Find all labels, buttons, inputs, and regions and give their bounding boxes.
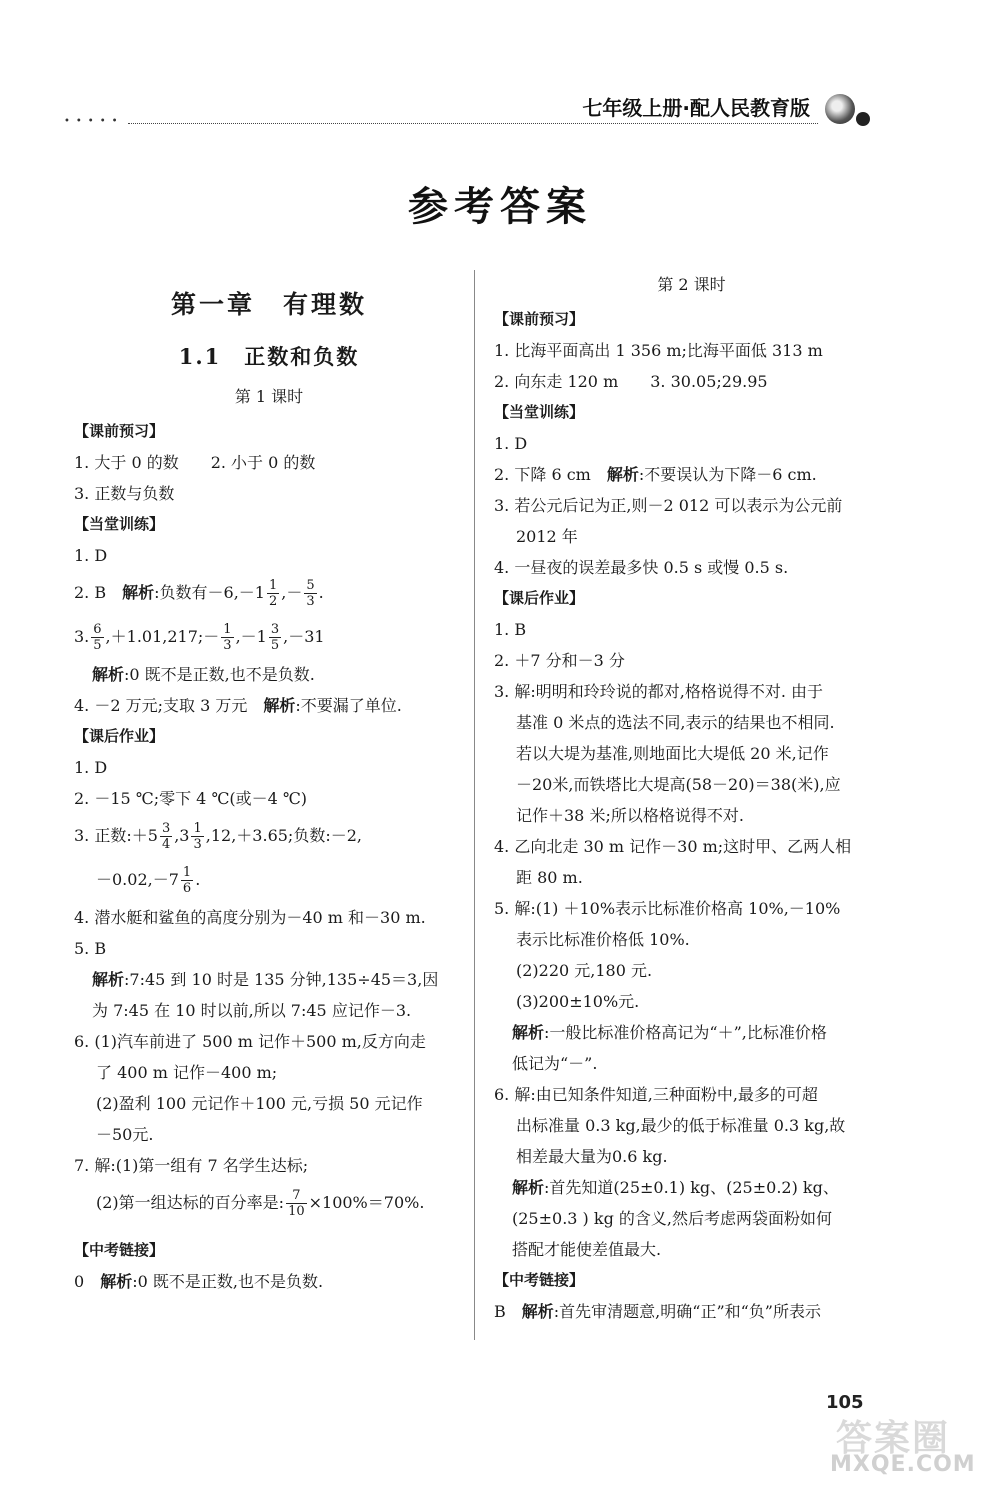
- answer-text: :不要误认为下降－6 cm.: [638, 465, 817, 484]
- fraction: [160, 821, 172, 852]
- answer-text: ,＋1.01,217;－: [105, 627, 220, 646]
- answer-line: 6. (1)汽车前进了 500 m 记作＋500 m,反方向走: [74, 1032, 426, 1051]
- answer-line: 1. 大于 0 的数 2. 小于 0 的数: [74, 453, 316, 472]
- page-number: 105: [826, 1392, 864, 1413]
- answer-line: 1. D: [74, 546, 108, 565]
- answer-text: 2. 下降 6 cm: [494, 465, 607, 484]
- answer-text: .: [318, 583, 324, 602]
- fraction: [221, 622, 233, 653]
- answer-line: 1. D: [494, 434, 528, 453]
- answer-line: [74, 690, 464, 721]
- answer-line: (2)220 元,180 元.: [516, 961, 653, 980]
- answer-line: [494, 1296, 889, 1327]
- column-divider: [474, 270, 475, 1340]
- analysis-label: 解析: [92, 970, 125, 989]
- analysis-label: 解析: [606, 465, 639, 484]
- answer-line: 5. 解:(1) ＋10%表示比标准价格高 10%,－10%: [494, 899, 841, 918]
- analysis-line: [74, 964, 464, 995]
- answer-text: B: [494, 1302, 522, 1321]
- answer-line: 2. ＋7 分和－3 分: [494, 651, 625, 670]
- header-rule: [128, 123, 818, 124]
- fraction: [181, 865, 193, 896]
- analysis-label: 解析: [122, 583, 155, 602]
- answer-line: 基准 0 米点的选法不同,表示的结果也不相同.: [516, 713, 835, 732]
- numerator: 3: [161, 821, 171, 836]
- numerator: 1: [223, 622, 232, 637]
- answer-line: 记作＋38 米;所以格格说得不对.: [516, 806, 744, 825]
- denominator: 10: [288, 1204, 305, 1219]
- analysis-text: :一般比标准价格高记为“＋”,比标准价格: [544, 1023, 827, 1042]
- page-header: [0, 80, 1000, 140]
- answer-text: 2. B: [74, 583, 123, 602]
- tag-exam-link: 【中考链接】: [494, 1271, 585, 1289]
- answer-text: :0 既不是正数,也不是负数.: [132, 1272, 324, 1291]
- answer-line: [74, 615, 464, 659]
- analysis-label: 解析: [263, 696, 296, 715]
- answer-line: 3. 解:明明和玲玲说的都对,格格说得不对. 由于: [494, 682, 824, 701]
- fraction: [91, 622, 103, 653]
- answer-text: ,－31: [283, 627, 325, 646]
- watermark-url: MXQE.COM: [830, 1452, 976, 1477]
- tag-preview: 【课前预习】: [74, 422, 165, 440]
- answer-line: 出标准量 0.3 kg,最少的低于标准量 0.3 kg,故: [516, 1116, 846, 1135]
- answer-line: 4. 一昼夜的误差最多快 0.5 s 或慢 0.5 s.: [494, 558, 789, 577]
- answer-line: [74, 571, 464, 615]
- denominator: 6: [182, 881, 192, 896]
- answer-line: －20米,而铁塔比大堤高(58－20)＝38(米),应: [516, 775, 841, 794]
- answer-text: －0.02,－7: [96, 870, 179, 889]
- tag-preview: 【课前预习】: [494, 310, 585, 328]
- answer-line: 2012 年: [516, 527, 578, 546]
- answer-line: 2. 向东走 120 m 3. 30.05;29.95: [494, 372, 768, 391]
- tag-class-practice: 【当堂训练】: [74, 515, 165, 533]
- answer-text: ,12,＋3.65;负数:－2,: [205, 826, 362, 845]
- analysis-text: :7:45 到 10 时是 135 分钟,135÷45＝3,因: [124, 970, 439, 989]
- answer-line: [74, 814, 464, 858]
- globe-logo-icon: [825, 94, 855, 124]
- answer-line: 6. 解:由已知条件知道,三种面粉中,最多的可超: [494, 1085, 818, 1104]
- tag-homework: 【课后作业】: [74, 727, 165, 745]
- answer-line: (2)盈利 100 元记作＋100 元,亏损 50 元记作: [96, 1094, 423, 1113]
- answer-line: 3. 若公元后记为正,则－2 012 可以表示为公元前: [494, 496, 843, 515]
- answer-text: 3.: [74, 627, 90, 646]
- answer-text: ×100%＝70%.: [308, 1193, 425, 1212]
- analysis-line: 为 7:45 在 10 时以前,所以 7:45 应记作－3.: [92, 1001, 412, 1020]
- answer-line: [494, 459, 889, 490]
- denominator: 3: [223, 638, 232, 653]
- numerator: 6: [93, 622, 102, 637]
- watermark-logo: 答案圈: [836, 1418, 951, 1459]
- answer-text: 0: [74, 1272, 101, 1291]
- lesson-title: 第 1 课时: [234, 387, 304, 406]
- numerator: 1: [268, 578, 278, 593]
- answer-line: 距 80 m.: [516, 868, 583, 887]
- answer-line: 4. 潜水艇和鲨鱼的高度分别为－40 m 和－30 m.: [74, 908, 426, 927]
- answer-text: ,－1: [235, 627, 267, 646]
- tag-exam-link: 【中考链接】: [74, 1241, 165, 1259]
- answer-text: (2)第一组达标的百分率是:: [96, 1193, 285, 1212]
- answer-line: 2. －15 ℃;零下 4 ℃(或－4 ℃): [74, 789, 307, 808]
- answer-text: ,－: [281, 583, 303, 602]
- answer-line: 7. 解:(1)第一组有 7 名学生达标;: [74, 1156, 309, 1175]
- tag-homework: 【课后作业】: [494, 589, 585, 607]
- right-column: [494, 270, 889, 1327]
- page-title: 参考答案: [408, 183, 592, 230]
- denominator: 2: [268, 594, 278, 609]
- fraction: [267, 578, 279, 609]
- answer-line: 1. D: [74, 758, 108, 777]
- answer-text: 4. －2 万元;支取 3 万元: [74, 696, 264, 715]
- left-column: [74, 270, 464, 1297]
- answer-line: 4. 乙向北走 30 m 记作－30 m;这时甲、乙两人相: [494, 837, 852, 856]
- answer-text: :负数有－6,－1: [154, 583, 265, 602]
- answer-line: 3. 正数与负数: [74, 484, 175, 503]
- answer-line: [74, 1266, 464, 1297]
- ball-logo-icon: [856, 112, 870, 126]
- answer-text: 3. 正数:＋5: [74, 826, 158, 845]
- analysis-label: 解析: [92, 665, 125, 684]
- answer-line: 1. B: [494, 620, 527, 639]
- analysis-line: [74, 659, 464, 690]
- analysis-line: (25±0.3 ) kg 的含义,然后考虑两袋面粉如何: [512, 1209, 832, 1228]
- analysis-label: 解析: [521, 1302, 554, 1321]
- fraction: [191, 821, 203, 852]
- denominator: 4: [161, 837, 171, 852]
- answer-text: :不要漏了单位.: [295, 696, 402, 715]
- fraction: [286, 1188, 307, 1219]
- answer-line: [74, 858, 464, 902]
- header-dots: •••••: [64, 116, 124, 127]
- analysis-label: 解析: [100, 1272, 133, 1291]
- answer-line: 若以大堤为基准,则地面比大堤低 20 米,记作: [516, 744, 829, 763]
- answer-line: 1. 比海平面高出 1 356 m;比海平面低 313 m: [494, 341, 823, 360]
- answer-text: ,3: [174, 826, 190, 845]
- denominator: 5: [270, 638, 280, 653]
- numerator: 7: [286, 1188, 307, 1204]
- answer-line: [74, 1181, 464, 1225]
- numerator: 5: [306, 578, 315, 593]
- analysis-line: 搭配才能使差值最大.: [512, 1240, 662, 1259]
- analysis-line: 低记为“－”.: [512, 1054, 598, 1073]
- fraction: [269, 622, 281, 653]
- lesson-title: 第 2 课时: [657, 275, 726, 294]
- analysis-line: [494, 1017, 889, 1048]
- numerator: 1: [193, 821, 202, 836]
- answer-text: .: [195, 870, 201, 889]
- answer-line: 相差最大量为0.6 kg.: [516, 1147, 668, 1166]
- denominator: 5: [93, 638, 102, 653]
- section-title: 1.1 正数和负数: [178, 344, 360, 369]
- answer-line: 表示比标准价格低 10%.: [516, 930, 690, 949]
- analysis-label: 解析: [512, 1178, 545, 1197]
- answer-text: :首先审清题意,明确“正”和“负”所表示: [553, 1302, 821, 1321]
- numerator: 3: [270, 622, 280, 637]
- header-title: 七年级上册·配人民教育版: [582, 96, 810, 120]
- denominator: 3: [193, 837, 202, 852]
- analysis-label: 解析: [512, 1023, 545, 1042]
- answer-line: (3)200±10%元.: [516, 992, 640, 1011]
- analysis-text: :首先知道(25±0.1) kg、(25±0.2) kg、: [544, 1178, 839, 1197]
- analysis-text: :0 既不是正数,也不是负数.: [124, 665, 315, 684]
- answer-line: 5. B: [74, 939, 107, 958]
- fraction: [304, 578, 316, 609]
- answer-line: 了 400 m 记作－400 m;: [96, 1063, 278, 1082]
- analysis-line: [494, 1172, 889, 1203]
- tag-class-practice: 【当堂训练】: [494, 403, 585, 421]
- numerator: 1: [182, 865, 192, 880]
- answer-line: －50元.: [96, 1125, 154, 1144]
- denominator: 3: [306, 594, 315, 609]
- chapter-title: 第一章 有理数: [170, 290, 367, 319]
